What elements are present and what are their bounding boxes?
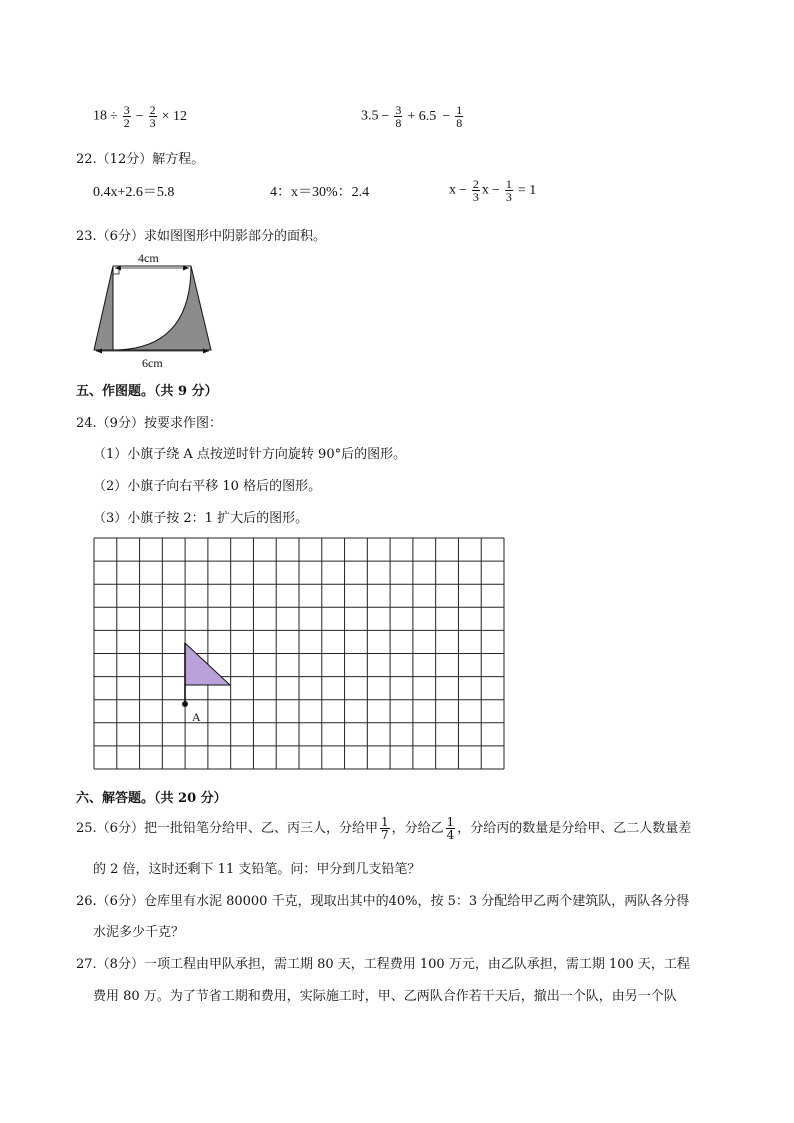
fraction: [505, 178, 513, 203]
numerator: 1: [505, 177, 512, 191]
variable: x: [481, 182, 489, 198]
numerator: 1: [446, 815, 455, 829]
q24-title: 24.（9分）按要求作图：: [76, 416, 222, 431]
fraction: [446, 816, 456, 841]
point-a: [182, 701, 188, 707]
q26-line-1: 26.（6分）仓库里有水泥 80000 千克，现取出其中的40%，按 5：3 分配给甲乙两个建筑队，两队各分得: [76, 894, 690, 909]
denominator: 3: [472, 190, 479, 204]
variable: x: [449, 182, 456, 198]
operator: −: [442, 108, 451, 124]
fraction: [123, 104, 131, 129]
numerator: 1: [456, 103, 463, 117]
denominator: 8: [456, 116, 463, 130]
q26-line-2: 水泥多少千克？: [93, 925, 185, 940]
numerator: 3: [123, 103, 130, 117]
q27-line-2: 费用 80 万。为了节省工期和费用，实际施工时，甲、乙两队合作若干天后，撤出一个队，由另一个队: [93, 989, 677, 1004]
numerator: 2: [472, 177, 479, 191]
section-6-heading: 六、解答题。（共 20 分）: [76, 791, 227, 806]
denominator: 3: [149, 116, 156, 130]
denominator: 2: [123, 116, 130, 130]
operator: −: [135, 108, 144, 124]
fraction: [472, 178, 480, 203]
denominator: 4: [446, 828, 455, 842]
right-shaded-region: [113, 266, 211, 350]
expression-b: [361, 104, 465, 129]
number: 3.5: [361, 108, 379, 124]
numerator: 1: [380, 815, 389, 829]
operator: + 6.5: [407, 108, 437, 124]
equation-2: 4：x＝30%：2.4: [270, 185, 370, 200]
q24-item-2: （2）小旗子向右平移 10 格后的图形。: [93, 479, 322, 494]
expression-a: [93, 104, 190, 129]
q23-title: 23.（6分）求如图图形中阴影部分的面积。: [76, 229, 326, 244]
square-grid: [93, 537, 505, 770]
equation-1: 0.4x+2.6＝5.8: [93, 185, 175, 200]
operator: ÷: [110, 108, 118, 124]
section-5-heading: 五、作图题。（共 9 分）: [76, 384, 218, 399]
q27-line-1: 27.（8分）一项工程由甲队承担，需工期 80 天，工程费用 100 万元，由乙队承担，需工期 100 天，工程: [76, 957, 690, 972]
top-length-label: 4cm: [138, 251, 159, 265]
q25-line-1: [76, 816, 691, 841]
operator: −: [491, 182, 500, 198]
q24-item-3: （3）小旗子按 2：1 扩大后的图形。: [93, 511, 309, 526]
point-a-label: A: [192, 710, 201, 724]
text-segment: 25.（6分）把一批铅笔分给甲、乙、丙三人，分给甲: [76, 821, 378, 836]
fraction: [394, 104, 402, 129]
q25-line-2: 的 2 倍，这时还剩下 11 支铅笔。问：甲分到几支铅笔？: [93, 862, 421, 877]
text-segment: ，分给乙: [391, 821, 444, 836]
number: 18: [93, 108, 107, 124]
grid-lines: [94, 538, 504, 769]
fraction: [149, 104, 157, 129]
equation-3: [449, 178, 539, 203]
denominator: 3: [505, 190, 512, 204]
numerator: 3: [395, 103, 402, 117]
fraction: [455, 104, 463, 129]
operator: −: [459, 182, 467, 198]
fraction: [380, 816, 390, 841]
text-segment: ，分给丙的数量是分给甲、乙二人数量差: [457, 821, 692, 836]
q22-title: 22.（12分）解方程。: [76, 152, 205, 167]
operator: × 12: [161, 108, 187, 124]
operator: −: [381, 108, 390, 124]
denominator: 8: [395, 116, 402, 130]
numerator: 2: [149, 103, 156, 117]
denominator: 7: [380, 828, 389, 842]
q24-item-1: （1）小旗子绕 A 点按逆时针方向旋转 90°后的图形。: [93, 447, 407, 462]
trapezoid-figure: [90, 250, 220, 370]
bottom-length-label: 6cm: [142, 356, 163, 370]
operator: = 1: [517, 182, 537, 198]
left-shaded-triangle: [94, 266, 113, 350]
